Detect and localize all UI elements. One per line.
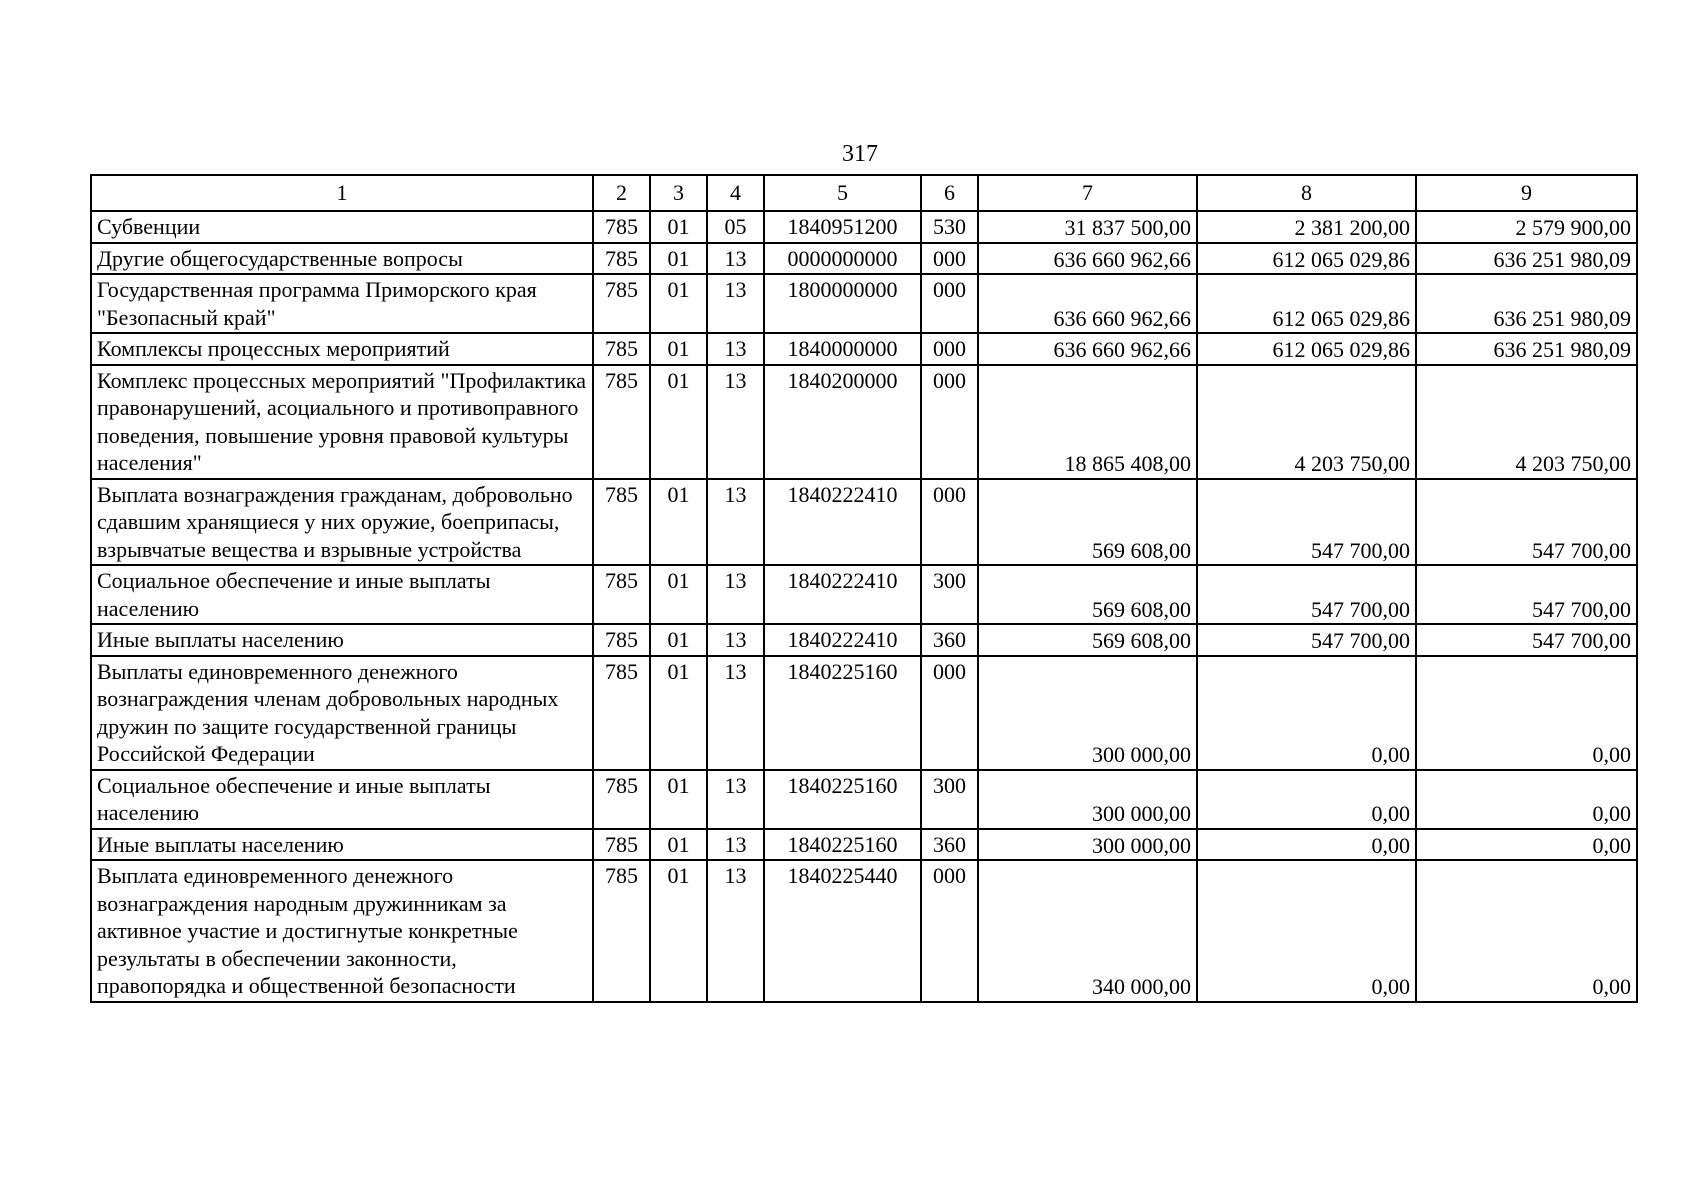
amount-year-1: 636 660 962,66: [978, 274, 1197, 333]
column-header: 8: [1197, 175, 1416, 211]
subsection-code: 13: [707, 274, 764, 333]
table-row: [91, 333, 1637, 365]
amount-year-1: 569 608,00: [978, 479, 1197, 566]
target-article-code: 1840225440: [764, 860, 921, 1002]
ministry-code: 785: [593, 770, 650, 829]
amount-year-2: 0,00: [1197, 770, 1416, 829]
amount-year-2: 547 700,00: [1197, 565, 1416, 624]
expense-type-code: 530: [921, 211, 978, 243]
column-header: 9: [1416, 175, 1637, 211]
expense-type-code: 360: [921, 624, 978, 656]
expense-type-code: 000: [921, 243, 978, 275]
ministry-code: 785: [593, 860, 650, 1002]
item-name: Комплекс процессных мероприятий "Профилактика правонарушений, асоциального и противоправного поведения, повышение уровня правовой культуры населения": [91, 365, 593, 479]
column-header: 4: [707, 175, 764, 211]
ministry-code: 785: [593, 274, 650, 333]
target-article-code: 1840200000: [764, 365, 921, 479]
amount-year-3: 636 251 980,09: [1416, 333, 1637, 365]
amount-year-1: 340 000,00: [978, 860, 1197, 1002]
expense-type-code: 000: [921, 479, 978, 566]
ministry-code: 785: [593, 565, 650, 624]
target-article-code: 1840951200: [764, 211, 921, 243]
subsection-code: 13: [707, 656, 764, 770]
table-row: [91, 624, 1637, 656]
amount-year-2: 4 203 750,00: [1197, 365, 1416, 479]
item-name: Комплексы процессных мероприятий: [91, 333, 593, 365]
budget-table: [90, 174, 1638, 1003]
amount-year-3: 0,00: [1416, 829, 1637, 861]
item-name: Социальное обеспечение и иные выплаты населению: [91, 770, 593, 829]
amount-year-2: 547 700,00: [1197, 624, 1416, 656]
ministry-code: 785: [593, 624, 650, 656]
target-article-code: 1840222410: [764, 565, 921, 624]
item-name: Выплаты единовременного денежного вознаграждения членам добровольных народных дружин по защите государственной границы Российской Федерации: [91, 656, 593, 770]
amount-year-1: 569 608,00: [978, 565, 1197, 624]
table-row: [91, 565, 1637, 624]
amount-year-3: 2 579 900,00: [1416, 211, 1637, 243]
expense-type-code: 300: [921, 770, 978, 829]
amount-year-1: 636 660 962,66: [978, 243, 1197, 275]
column-header: 1: [91, 175, 593, 211]
amount-year-2: 612 065 029,86: [1197, 243, 1416, 275]
section-code: 01: [650, 211, 707, 243]
target-article-code: 1840222410: [764, 479, 921, 566]
section-code: 01: [650, 829, 707, 861]
subsection-code: 13: [707, 770, 764, 829]
target-article-code: 0000000000: [764, 243, 921, 275]
section-code: 01: [650, 656, 707, 770]
section-code: 01: [650, 770, 707, 829]
amount-year-1: 300 000,00: [978, 770, 1197, 829]
target-article-code: 1840222410: [764, 624, 921, 656]
column-header: 7: [978, 175, 1197, 211]
amount-year-2: 612 065 029,86: [1197, 274, 1416, 333]
section-code: 01: [650, 243, 707, 275]
section-code: 01: [650, 333, 707, 365]
amount-year-3: 0,00: [1416, 770, 1637, 829]
expense-type-code: 000: [921, 656, 978, 770]
amount-year-2: 0,00: [1197, 829, 1416, 861]
target-article-code: 1800000000: [764, 274, 921, 333]
column-header: 5: [764, 175, 921, 211]
column-header: 2: [593, 175, 650, 211]
subsection-code: 13: [707, 243, 764, 275]
target-article-code: 1840000000: [764, 333, 921, 365]
ministry-code: 785: [593, 656, 650, 770]
header-row: [91, 175, 1637, 211]
amount-year-3: 547 700,00: [1416, 624, 1637, 656]
amount-year-2: 0,00: [1197, 860, 1416, 1002]
table-row: [91, 365, 1637, 479]
amount-year-1: 18 865 408,00: [978, 365, 1197, 479]
ministry-code: 785: [593, 365, 650, 479]
amount-year-1: 300 000,00: [978, 829, 1197, 861]
amount-year-2: 2 381 200,00: [1197, 211, 1416, 243]
target-article-code: 1840225160: [764, 829, 921, 861]
item-name: Субвенции: [91, 211, 593, 243]
expense-type-code: 360: [921, 829, 978, 861]
subsection-code: 13: [707, 479, 764, 566]
item-name: Социальное обеспечение и иные выплаты населению: [91, 565, 593, 624]
amount-year-3: 547 700,00: [1416, 565, 1637, 624]
ministry-code: 785: [593, 333, 650, 365]
section-code: 01: [650, 565, 707, 624]
target-article-code: 1840225160: [764, 656, 921, 770]
subsection-code: 05: [707, 211, 764, 243]
amount-year-3: 4 203 750,00: [1416, 365, 1637, 479]
subsection-code: 13: [707, 624, 764, 656]
ministry-code: 785: [593, 211, 650, 243]
section-code: 01: [650, 365, 707, 479]
expense-type-code: 000: [921, 860, 978, 1002]
item-name: Иные выплаты населению: [91, 624, 593, 656]
table-row: [91, 770, 1637, 829]
section-code: 01: [650, 624, 707, 656]
table-body: [91, 211, 1637, 1002]
table-row: [91, 479, 1637, 566]
expense-type-code: 000: [921, 274, 978, 333]
table-row: [91, 211, 1637, 243]
expense-type-code: 000: [921, 365, 978, 479]
amount-year-2: 612 065 029,86: [1197, 333, 1416, 365]
item-name: Иные выплаты населению: [91, 829, 593, 861]
item-name: Выплата единовременного денежного вознаграждения народным дружинникам за активное участие и достигнутые конкретные результаты в обеспечении законности, правопорядка и общественной безопасности: [91, 860, 593, 1002]
amount-year-1: 300 000,00: [978, 656, 1197, 770]
expense-type-code: 300: [921, 565, 978, 624]
table-row: [91, 860, 1637, 1002]
subsection-code: 13: [707, 565, 764, 624]
table-row: [91, 274, 1637, 333]
section-code: 01: [650, 479, 707, 566]
table-row: [91, 243, 1637, 275]
ministry-code: 785: [593, 243, 650, 275]
amount-year-3: 547 700,00: [1416, 479, 1637, 566]
item-name: Другие общегосударственные вопросы: [91, 243, 593, 275]
amount-year-2: 0,00: [1197, 656, 1416, 770]
item-name: Выплата вознаграждения гражданам, добровольно сдавшим хранящиеся у них оружие, боеприпасы, взрывчатые вещества и взрывные устройства: [91, 479, 593, 566]
subsection-code: 13: [707, 333, 764, 365]
target-article-code: 1840225160: [764, 770, 921, 829]
column-header: 3: [650, 175, 707, 211]
section-code: 01: [650, 860, 707, 1002]
amount-year-3: 636 251 980,09: [1416, 243, 1637, 275]
ministry-code: 785: [593, 829, 650, 861]
amount-year-3: 0,00: [1416, 656, 1637, 770]
amount-year-1: 636 660 962,66: [978, 333, 1197, 365]
amount-year-3: 0,00: [1416, 860, 1637, 1002]
page-number: 317: [842, 141, 878, 167]
subsection-code: 13: [707, 365, 764, 479]
expense-type-code: 000: [921, 333, 978, 365]
amount-year-1: 569 608,00: [978, 624, 1197, 656]
table-row: [91, 656, 1637, 770]
amount-year-3: 636 251 980,09: [1416, 274, 1637, 333]
item-name: Государственная программа Приморского края "Безопасный край": [91, 274, 593, 333]
subsection-code: 13: [707, 860, 764, 1002]
table-row: [91, 829, 1637, 861]
amount-year-2: 547 700,00: [1197, 479, 1416, 566]
ministry-code: 785: [593, 479, 650, 566]
column-header: 6: [921, 175, 978, 211]
section-code: 01: [650, 274, 707, 333]
subsection-code: 13: [707, 829, 764, 861]
amount-year-1: 31 837 500,00: [978, 211, 1197, 243]
